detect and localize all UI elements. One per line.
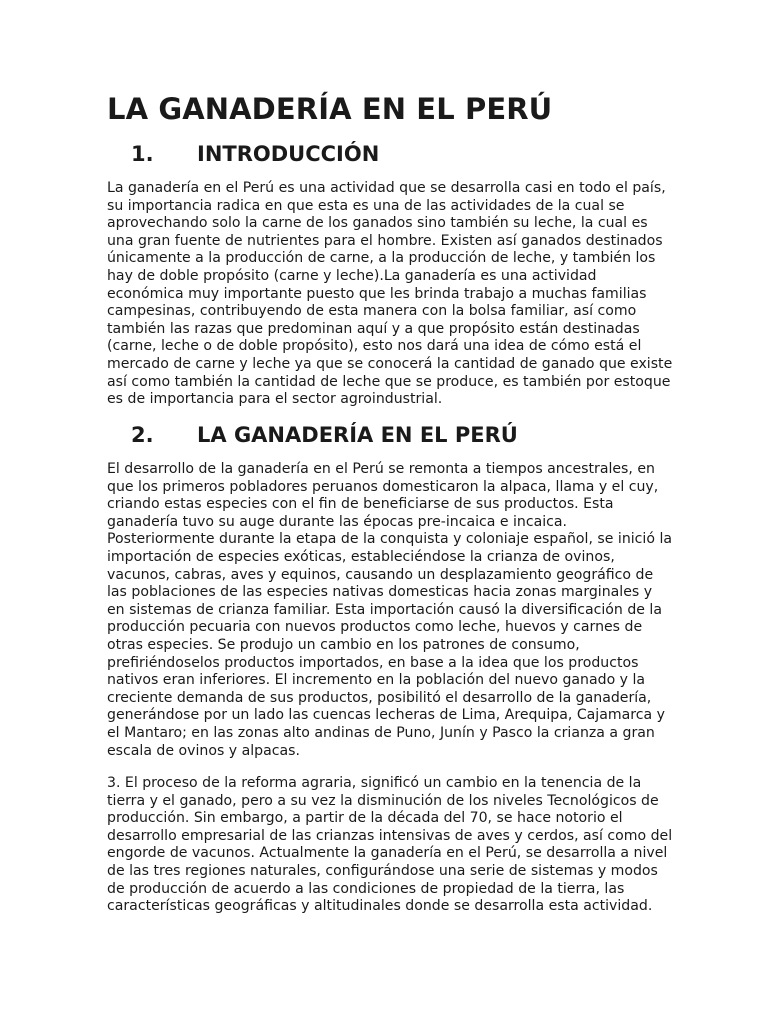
paragraph-line: otras especies. Se produjo un cambio en los patrones de consumo, — [107, 636, 580, 653]
paragraph-line: 3. El proceso de la reforma agraria, significó un cambio en la tenencia de la — [107, 775, 642, 791]
paragraph-line: campesinas, contribuyendo de esta manera con la bolsa familiar, así como — [107, 303, 637, 320]
paragraph-line: (carne, leche o de doble propósito), esto nos dará una idea de cómo está el — [107, 338, 642, 355]
section-number: 2. — [131, 423, 154, 447]
paragraph-line: económica muy importante puesto que les brinda trabajo a muchas familias — [107, 285, 647, 302]
paragraph-line: creciente demanda de sus productos, posibilitó el desarrollo de la ganadería, — [107, 689, 652, 706]
paragraph-line: características geográficas y altitudinales donde se desarrolla esta actividad. — [107, 898, 653, 915]
paragraph-line: desarrollo empresarial de las crianzas intensivas de aves y cerdos, así como del — [107, 827, 673, 844]
paragraph-line: El desarrollo de la ganadería en el Perú se remonta a tiempos ancestrales, en — [107, 461, 655, 477]
paragraph-introduccion — [107, 180, 673, 409]
paragraph-line: es de importancia para el sector agroindustrial. — [107, 391, 443, 408]
paragraph-line: generándose por un lado las cuencas lecheras de Lima, Arequipa, Cajamarca y — [107, 707, 665, 724]
section-heading-text: INTRODUCCIÓN — [197, 142, 380, 166]
paragraph-line: prefiriéndoselos productos importados, en base a la idea que los productos — [107, 654, 639, 671]
section-heading-text: LA GANADERÍA EN EL PERÚ — [197, 423, 518, 447]
paragraph-line: en sistemas de crianza familiar. Esta importación causó la diversificación de la — [107, 601, 662, 618]
section-heading-ganaderia — [131, 420, 518, 450]
paragraph-line: su importancia radica en que esta es una de las actividades de la cual se — [107, 197, 625, 214]
paragraph-line: las poblaciones de las especies nativas domesticas hacia zonas marginales y — [107, 584, 653, 601]
paragraph-line: así como también la cantidad de leche que se produce, es también por estoque — [107, 373, 671, 390]
paragraph-line: que los primeros pobladores peruanos domesticaron la alpaca, llama y el cuy, — [107, 478, 659, 495]
paragraph-line: mercado de carne y leche ya que se conocerá la cantidad de ganado que existe — [107, 355, 673, 372]
paragraph-line: hay de doble propósito (carne y leche).La ganadería es una actividad — [107, 267, 597, 284]
paragraph-line: producción. Sin embargo, a partir de la década del 70, se hace notorio el — [107, 810, 623, 827]
paragraph-line: escala de ovinos y alpacas. — [107, 742, 300, 759]
section-heading-introduccion — [131, 139, 379, 169]
paragraph-historia — [107, 461, 672, 760]
paragraph-line: el Mantaro; en las zonas alto andinas de Puno, Junín y Pasco la crianza a gran — [107, 724, 655, 741]
paragraph-line: criando estas especies con el fin de beneficiarse de sus productos. Esta — [107, 496, 614, 513]
paragraph-line: también las razas que predominan aquí y a que propósito están destinadas — [107, 320, 640, 337]
paragraph-line: engorde de vacunos. Actualmente la ganadería en el Perú, se desarrolla a nivel — [107, 845, 668, 862]
paragraph-line: nativos eran inferiores. El incremento en la población del nuevo ganado y la — [107, 672, 646, 689]
paragraph-reforma-agraria — [107, 775, 673, 916]
paragraph-line: Posteriormente durante la etapa de la conquista y coloniaje español, se inició la — [107, 531, 672, 548]
paragraph-line: importación de especies exóticas, estableciéndose la crianza de ovinos, — [107, 548, 615, 565]
paragraph-line: vacunos, cabras, aves y equinos, causando un desplazamiento geográfico de — [107, 566, 654, 583]
paragraph-line: de las tres regiones naturales, configurándose una serie de sistemas y modos — [107, 862, 658, 879]
section-number: 1. — [131, 142, 154, 166]
paragraph-line: La ganadería en el Perú es una actividad que se desarrolla casi en todo el país, — [107, 180, 666, 196]
paragraph-line: ganadería tuvo su auge durante las épocas pre-incaica e incaica. — [107, 513, 568, 530]
paragraph-line: aprovechando solo la carne de los ganados sino también su leche, la cual es — [107, 215, 648, 232]
paragraph-line: de producción de acuerdo a las condiciones de propiedad de la tierra, las — [107, 880, 625, 897]
paragraph-line: únicamente a la producción de carne, a la producción de leche, y también los — [107, 250, 656, 267]
paragraph-line: tierra y el ganado, pero a su vez la disminución de los niveles Tecnológicos de — [107, 792, 659, 809]
document-title: LA GANADERÍA EN EL PERÚ — [107, 92, 553, 126]
paragraph-line: producción pecuaria con nuevos productos como leche, huevos y carnes de — [107, 619, 643, 636]
paragraph-line: una gran fuente de nutrientes para el hombre. Existen así ganados destinados — [107, 232, 663, 249]
